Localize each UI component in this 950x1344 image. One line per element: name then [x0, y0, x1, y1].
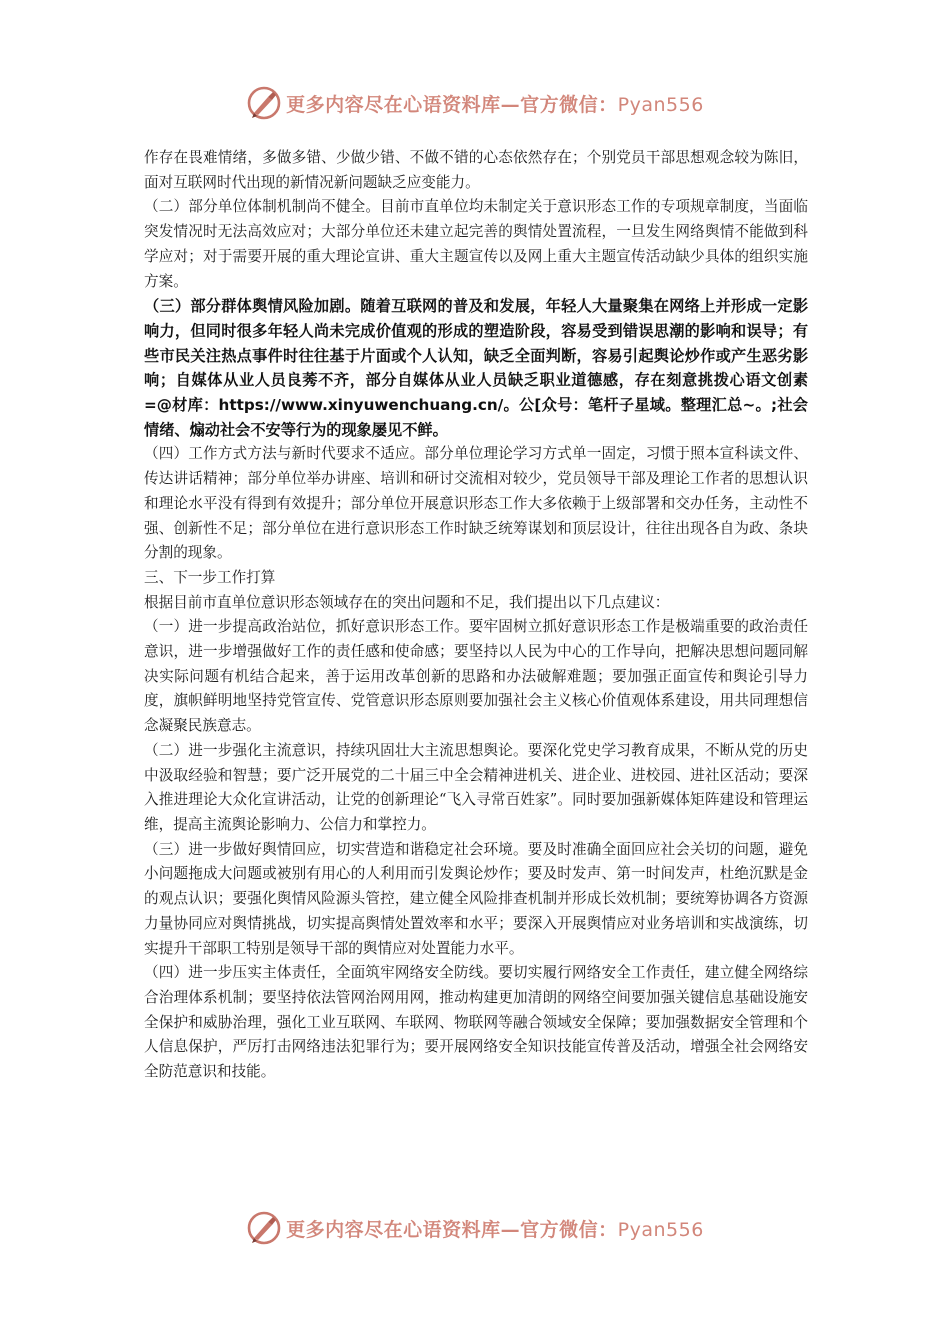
banner-text: 更多内容尽在心语资料库—官方微信：Pyan556 [286, 1218, 704, 1241]
pen-logo-icon [246, 1210, 282, 1246]
document-body [144, 146, 808, 1085]
footer-banner [0, 1208, 950, 1248]
banner-text: 更多内容尽在心语资料库—官方微信：Pyan556 [286, 93, 704, 116]
paragraph: （三）进一步做好舆情回应，切实营造和谐稳定社会环境。要及时准确全面回应社会关切的问题，避免小问题拖成大问题或被别有用心的人利用而引发舆论炒作；要及时发声、第一时间发声，杜绝沉默是金的观点认识；要强化舆情风险源头管控，建立健全风险排查机制并形成长效机制；要统筹协调各方资源力量协同应对舆情挑战，切实提高舆情处置效率和水平；要深入开展舆情应对业务培训和实战演练，切实提升干部职工特别是领导干部的舆情应对处置能力水平。 [144, 840, 808, 957]
paragraph-bold: （三）部分群体舆情风险加剧。随着互联网的普及和发展，年轻人大量聚集在网络上并形成一定影响力，但同时很多年轻人尚未完成价值观的形成的塑造阶段，容易受到错误思潮的影响和误导；有些市民关注热点事件时往往基于片面或个人认知，缺乏全面判断，容易引起舆论炒作或产生恶劣影响；自媒体从业人员良莠不齐，部分自媒体从业人员缺乏职业道德感，存在刻意挑拨心语文创素=@材库：https://www.xinyuwenchuang.cn/。公[众号：笔杆子星域。整理汇总~。;社会情绪、煽动社会不安等行为的现象屡见不鲜。 [144, 297, 808, 439]
paragraph: （四）工作方式方法与新时代要求不适应。部分单位理论学习方式单一固定，习惯于照本宣科读文件、传达讲话精神；部分单位举办讲座、培训和研讨交流相对较少，党员领导干部及理论工作者的思想认识和理论水平没有得到有效提升；部分单位开展意识形态工作大多依赖于上级部署和交办任务，主动性不强、创新性不足；部分单位在进行意识形态工作时缺乏统筹谋划和顶层设计，往往出现各自为政、条块分割的现象。 [144, 445, 808, 562]
paragraph: （二）进一步强化主流意识，持续巩固壮大主流思想舆论。要深化党史学习教育成果，不断从党的历史中汲取经验和智慧；要广泛开展党的二十届三中全会精神进机关、进企业、进校园、进社区活动；要深入推进理论大众化宣讲活动，让党的创新理论“飞入寻常百姓家”。同时要加强新媒体矩阵建设和管理运维，提高主流舆论影响力、公信力和掌控力。 [144, 741, 808, 833]
pen-logo-icon [246, 85, 282, 121]
paragraph: （一）进一步提高政治站位，抓好意识形态工作。要牢固树立抓好意识形态工作是极端重要的政治责任意识，进一步增强做好工作的责任感和使命感；要坚持以人民为中心的工作导向，把解决思想问题同解决实际问题有机结合起来，善于运用改革创新的思路和办法破解难题；要加强正面宣传和舆论引导力度，旗帜鲜明地坚持党管宣传、党管意识形态原则要加强社会主义核心价值观体系建设，用共同理想信念凝聚民族意志。 [144, 618, 808, 735]
paragraph: 作存在畏难情绪，多做多错、少做少错、不做不错的心态依然存在；个别党员干部思想观念较为陈旧，面对互联网时代出现的新情况新问题缺乏应变能力。 [144, 149, 808, 191]
paragraph: 根据目前市直单位意识形态领域存在的突出问题和不足，我们提出以下几点建议： [144, 593, 670, 611]
paragraph: （二）部分单位体制机制尚不健全。目前市直单位均未制定关于意识形态工作的专项规章制度，当面临突发情况时无法高效应对；大部分单位还未建立起完善的舆情处置流程，一旦发生网络舆情不能做到科学应对；对于需要开展的重大理论宣讲、重大主题宣传以及网上重大主题宣传活动缺少具体的组织实施方案。 [144, 198, 808, 290]
section-heading: 三、下一步工作打算 [144, 568, 276, 586]
header-banner [0, 83, 950, 123]
paragraph: （四）进一步压实主体责任，全面筑牢网络安全防线。要切实履行网络安全工作责任，建立健全网络综合治理体系机制；要坚持依法管网治网用网，推动构建更加清朗的网络空间要加强关键信息基础设施安全保护和威胁治理，强化工业互联网、车联网、物联网等融合领域安全保障；要加强数据安全管理和个人信息保护，严厉打击网络违法犯罪行为；要开展网络安全知识技能宣传普及活动，增强全社会网络安全防范意识和技能。 [144, 964, 808, 1081]
